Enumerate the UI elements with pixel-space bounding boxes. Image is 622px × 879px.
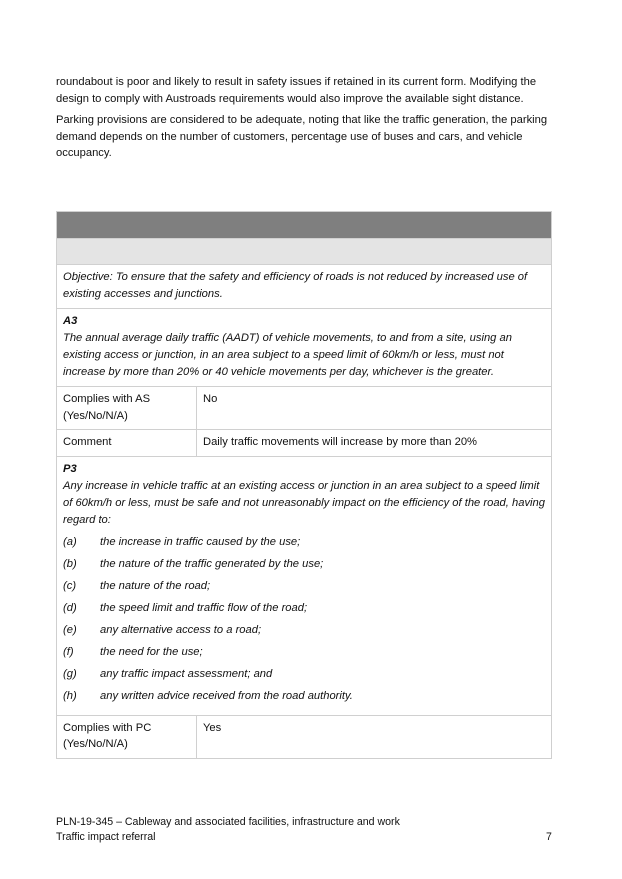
a3-code: A3 bbox=[63, 315, 78, 327]
list-item: (e) any alternative access to a road; bbox=[63, 623, 262, 636]
body-paragraph-2: Parking provisions are considered to be adequate, noting that like the traffic generation, the parking demand depends on the number of customers, percentage use of buses and cars, and vehicle occupancy. bbox=[56, 114, 548, 159]
p3-list bbox=[63, 534, 545, 705]
body-paragraph-1: roundabout is poor and likely to result in safety issues if retained in its current form. Modifying the design to comply with Austroads requirements would also improve the available sight distance. bbox=[56, 76, 537, 105]
comment-label: Comment bbox=[57, 430, 197, 456]
complies-as-row bbox=[57, 386, 551, 429]
complies-as-value: No bbox=[203, 393, 218, 405]
assessment-table bbox=[56, 211, 552, 759]
acceptable-solution-row bbox=[57, 308, 551, 386]
performance-criteria-row bbox=[57, 456, 551, 715]
objective-row: Objective: To ensure that the safety and efficiency of roads is not reduced by increased use of existing accesses and junctions. bbox=[57, 264, 551, 308]
list-item: (d) the speed limit and traffic flow of the road; bbox=[63, 601, 308, 614]
list-item: (g) any traffic impact assessment; and bbox=[63, 667, 273, 680]
complies-pc-label: Complies with PC (Yes/No/N/A) bbox=[57, 716, 197, 758]
table-header-light bbox=[57, 238, 551, 264]
comment-value: Daily traffic movements will increase by more than 20% bbox=[203, 436, 477, 448]
list-item: (b) the nature of the traffic generated by the use; bbox=[63, 557, 324, 570]
footer-document-title: PLN-19-345 – Cableway and associated facilities, infrastructure and work bbox=[56, 816, 400, 828]
complies-as-label: Complies with AS (Yes/No/N/A) bbox=[57, 387, 197, 429]
list-item: (c) the nature of the road; bbox=[63, 579, 211, 592]
list-item: (f) the need for the use; bbox=[63, 645, 203, 658]
page-number: 7 bbox=[546, 831, 552, 843]
list-item: (a) the increase in traffic caused by the use; bbox=[63, 535, 301, 548]
footer-section-title: Traffic impact referral bbox=[56, 831, 156, 843]
p3-code: P3 bbox=[63, 462, 77, 475]
comment-row bbox=[57, 429, 551, 456]
list-item: (h) any written advice received from the road authority. bbox=[63, 689, 353, 702]
a3-text: The annual average daily traffic (AADT) of vehicle movements, to and from a site, using an existing access or junction, in an area subject to a speed limit of 60km/h or less, must not increase by more than 20% or 40 vehicle movements per day, whichever is the greater. bbox=[63, 332, 512, 378]
table-header-dark bbox=[57, 212, 551, 238]
complies-pc-value: Yes bbox=[203, 721, 222, 734]
complies-pc-row bbox=[57, 715, 551, 758]
p3-text: Any increase in vehicle traffic at an existing access or junction in an area subject to a speed limit of 60km/h or less, must be safe and not unreasonably impact on the efficiency of the road, having regard to: bbox=[63, 479, 545, 526]
